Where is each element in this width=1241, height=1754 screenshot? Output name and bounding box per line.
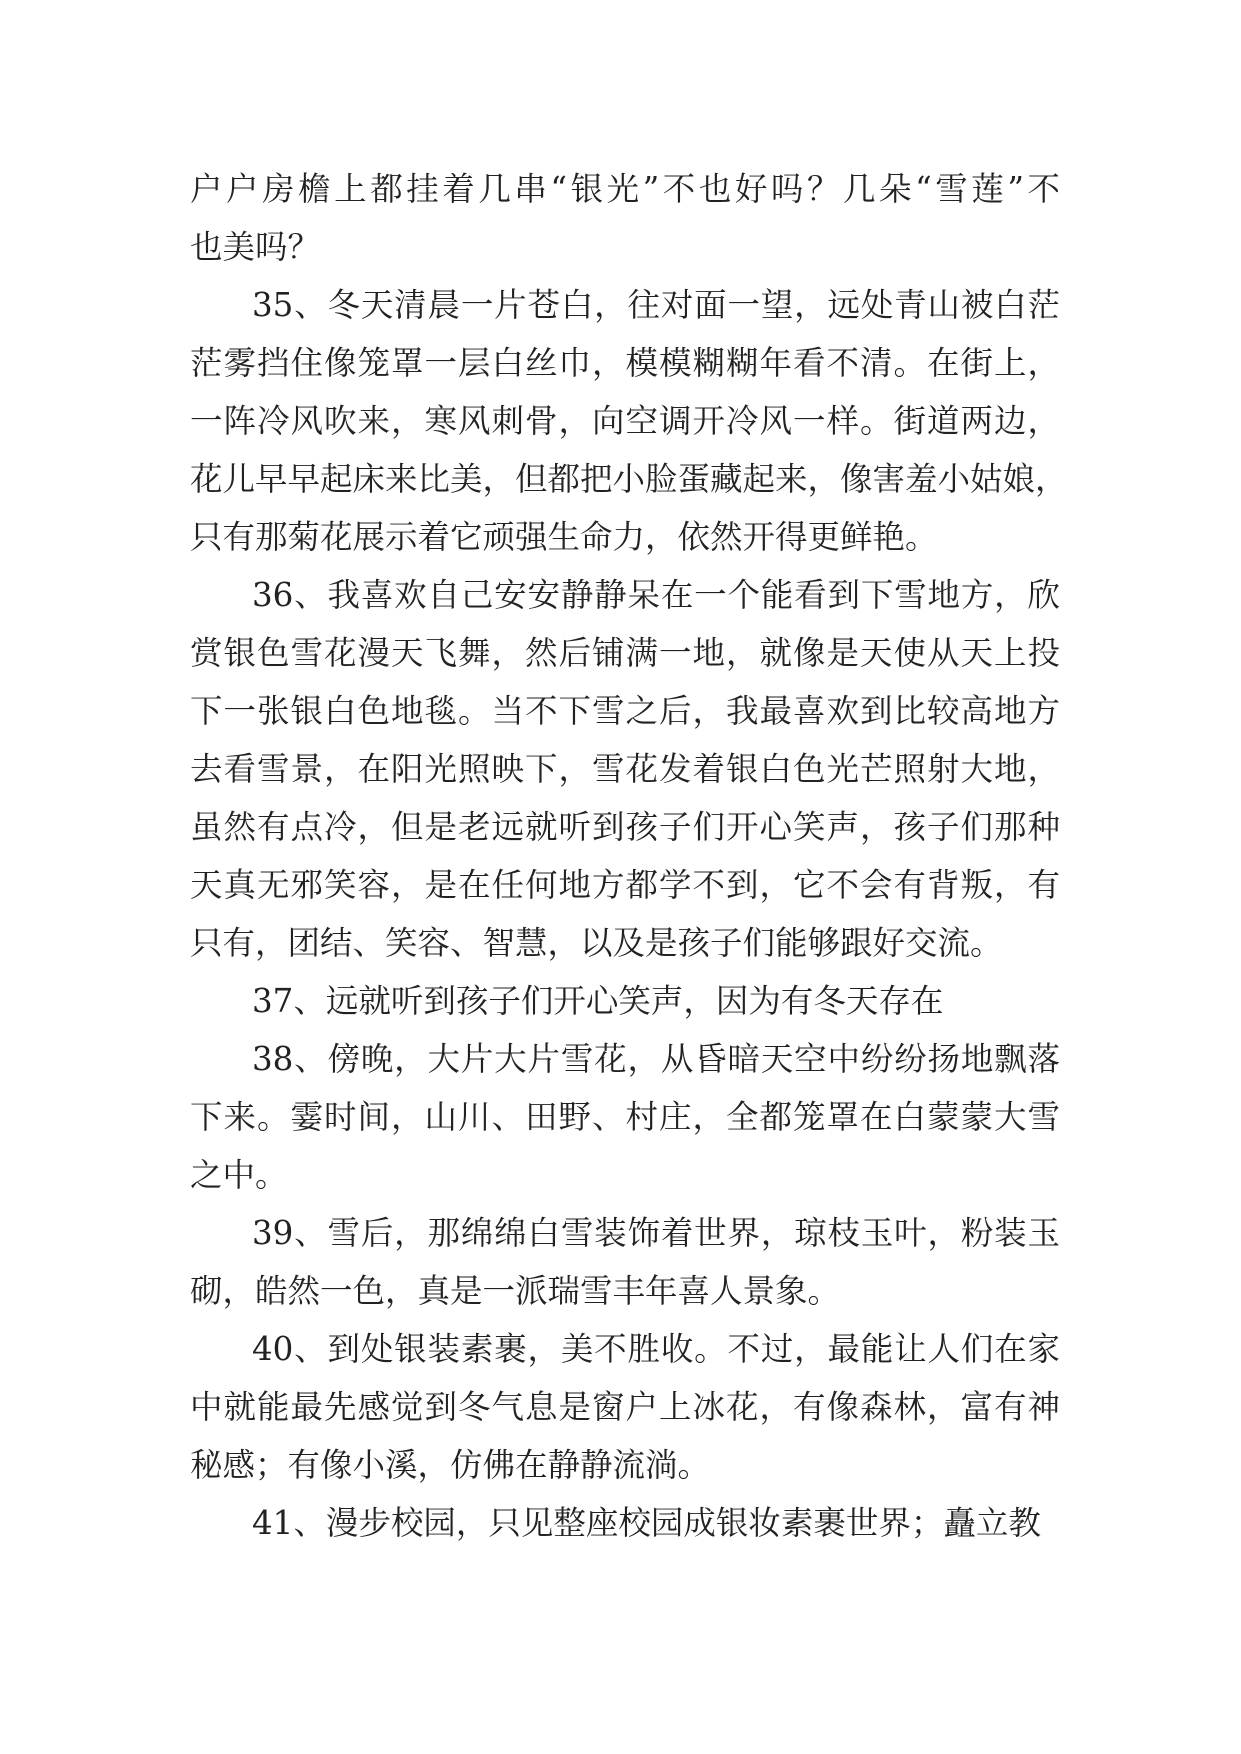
- paragraph-p37: [190, 972, 1060, 1030]
- text-line: 茫雾挡住像笼罩一层白丝巾，模模糊糊年看不清。在街上，: [190, 344, 1060, 382]
- paragraph-p39: [190, 1204, 1060, 1320]
- text-line: 37、远就听到孩子们开心笑声，因为有冬天存在: [252, 982, 944, 1020]
- text-line: 只有，团结、笑容、智慧，以及是孩子们能够跟好交流。: [190, 924, 1003, 962]
- text-line: 36、我喜欢自己安安静静呆在一个能看到下雪地方，欣: [252, 576, 1060, 614]
- paragraph-p34-end: [190, 160, 1060, 276]
- text-line: 之中。: [190, 1156, 288, 1194]
- text-line: 中就能最先感觉到冬气息是窗户上冰花，有像森林，富有神: [190, 1388, 1060, 1426]
- text-line: 户户房檐上都挂着几串“银光”不也好吗？几朵“雪莲”不: [190, 170, 1060, 208]
- text-line: 花儿早早起床来比美，但都把小脸蛋藏起来，像害羞小姑娘，: [190, 460, 1068, 498]
- text-line: 只有那菊花展示着它顽强生命力，依然开得更鲜艳。: [190, 518, 938, 556]
- text-line: 去看雪景，在阳光照映下，雪花发着银白色光芒照射大地，: [190, 750, 1060, 788]
- text-line: 也美吗？: [190, 228, 321, 266]
- text-line: 天真无邪笑容，是在任何地方都学不到，它不会有背叛，有: [190, 866, 1060, 904]
- paragraph-p35: [190, 276, 1068, 566]
- paragraph-p36: [190, 566, 1060, 972]
- text-line: 38、傍晚，大片大片雪花，从昏暗天空中纷纷扬地飘落: [252, 1040, 1060, 1078]
- text-line: 下来。霎时间，山川、田野、村庄，全都笼罩在白蒙蒙大雪: [190, 1098, 1060, 1136]
- text-line: 40、到处银装素裹，美不胜收。不过，最能让人们在家: [252, 1330, 1060, 1368]
- text-line: 砌，皓然一色，真是一派瑞雪丰年喜人景象。: [190, 1272, 841, 1310]
- paragraph-p40: [190, 1320, 1060, 1494]
- text-line: 虽然有点冷，但是老远就听到孩子们开心笑声，孩子们那种: [190, 808, 1060, 846]
- text-line: 35、冬天清晨一片苍白，往对面一望，远处青山被白茫: [252, 286, 1060, 324]
- text-line: 39、雪后，那绵绵白雪装饰着世界，琼枝玉叶，粉装玉: [252, 1214, 1060, 1252]
- paragraph-p41: [190, 1494, 1060, 1552]
- document-body: [190, 160, 1068, 1552]
- text-line: 秘感；有像小溪，仿佛在静静流淌。: [190, 1446, 711, 1484]
- text-line: 赏银色雪花漫天飞舞，然后铺满一地，就像是天使从天上投: [190, 634, 1060, 672]
- paragraph-p38: [190, 1030, 1060, 1204]
- text-line: 下一张银白色地毯。当不下雪之后，我最喜欢到比较高地方: [190, 692, 1060, 730]
- text-line: 一阵冷风吹来，寒风刺骨，向空调开冷风一样。街道两边，: [190, 402, 1060, 440]
- text-line: 41、漫步校园，只见整座校园成银妆素裹世界；矗立教: [252, 1504, 1041, 1542]
